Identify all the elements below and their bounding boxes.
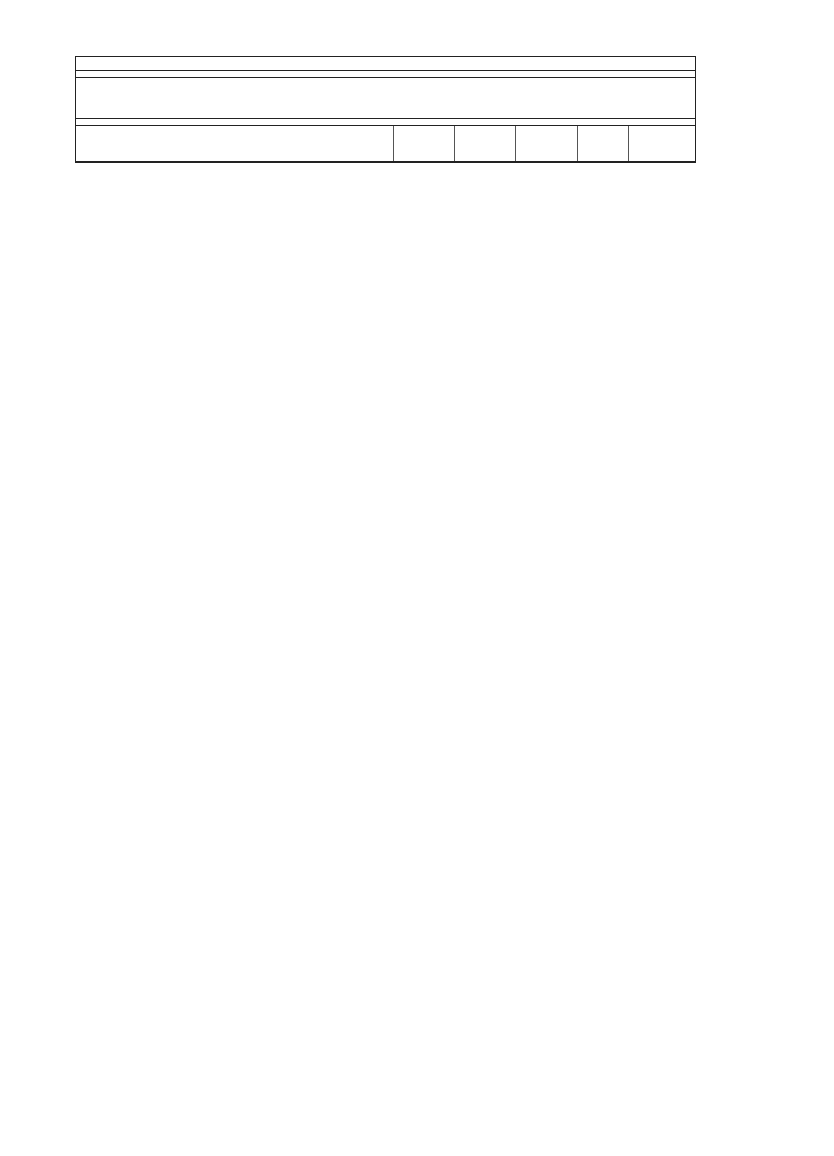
header-col2-top [455, 126, 516, 152]
header-col2 [455, 152, 516, 162]
title-gap [76, 71, 695, 78]
column-header-row [76, 152, 695, 162]
header-col4 [577, 152, 628, 162]
blank-line [76, 119, 695, 126]
header-col3 [516, 152, 578, 162]
accounting-sheet [75, 56, 696, 163]
header-col1 [393, 152, 455, 162]
blank-area [76, 78, 695, 119]
header-col3-top [516, 126, 578, 152]
header-col4-top [577, 126, 628, 152]
header-col5 [628, 152, 695, 162]
header-col1-top [393, 126, 455, 152]
accounts-table [76, 126, 695, 162]
column-header-top-row [76, 126, 695, 152]
sheet-title [76, 57, 695, 71]
